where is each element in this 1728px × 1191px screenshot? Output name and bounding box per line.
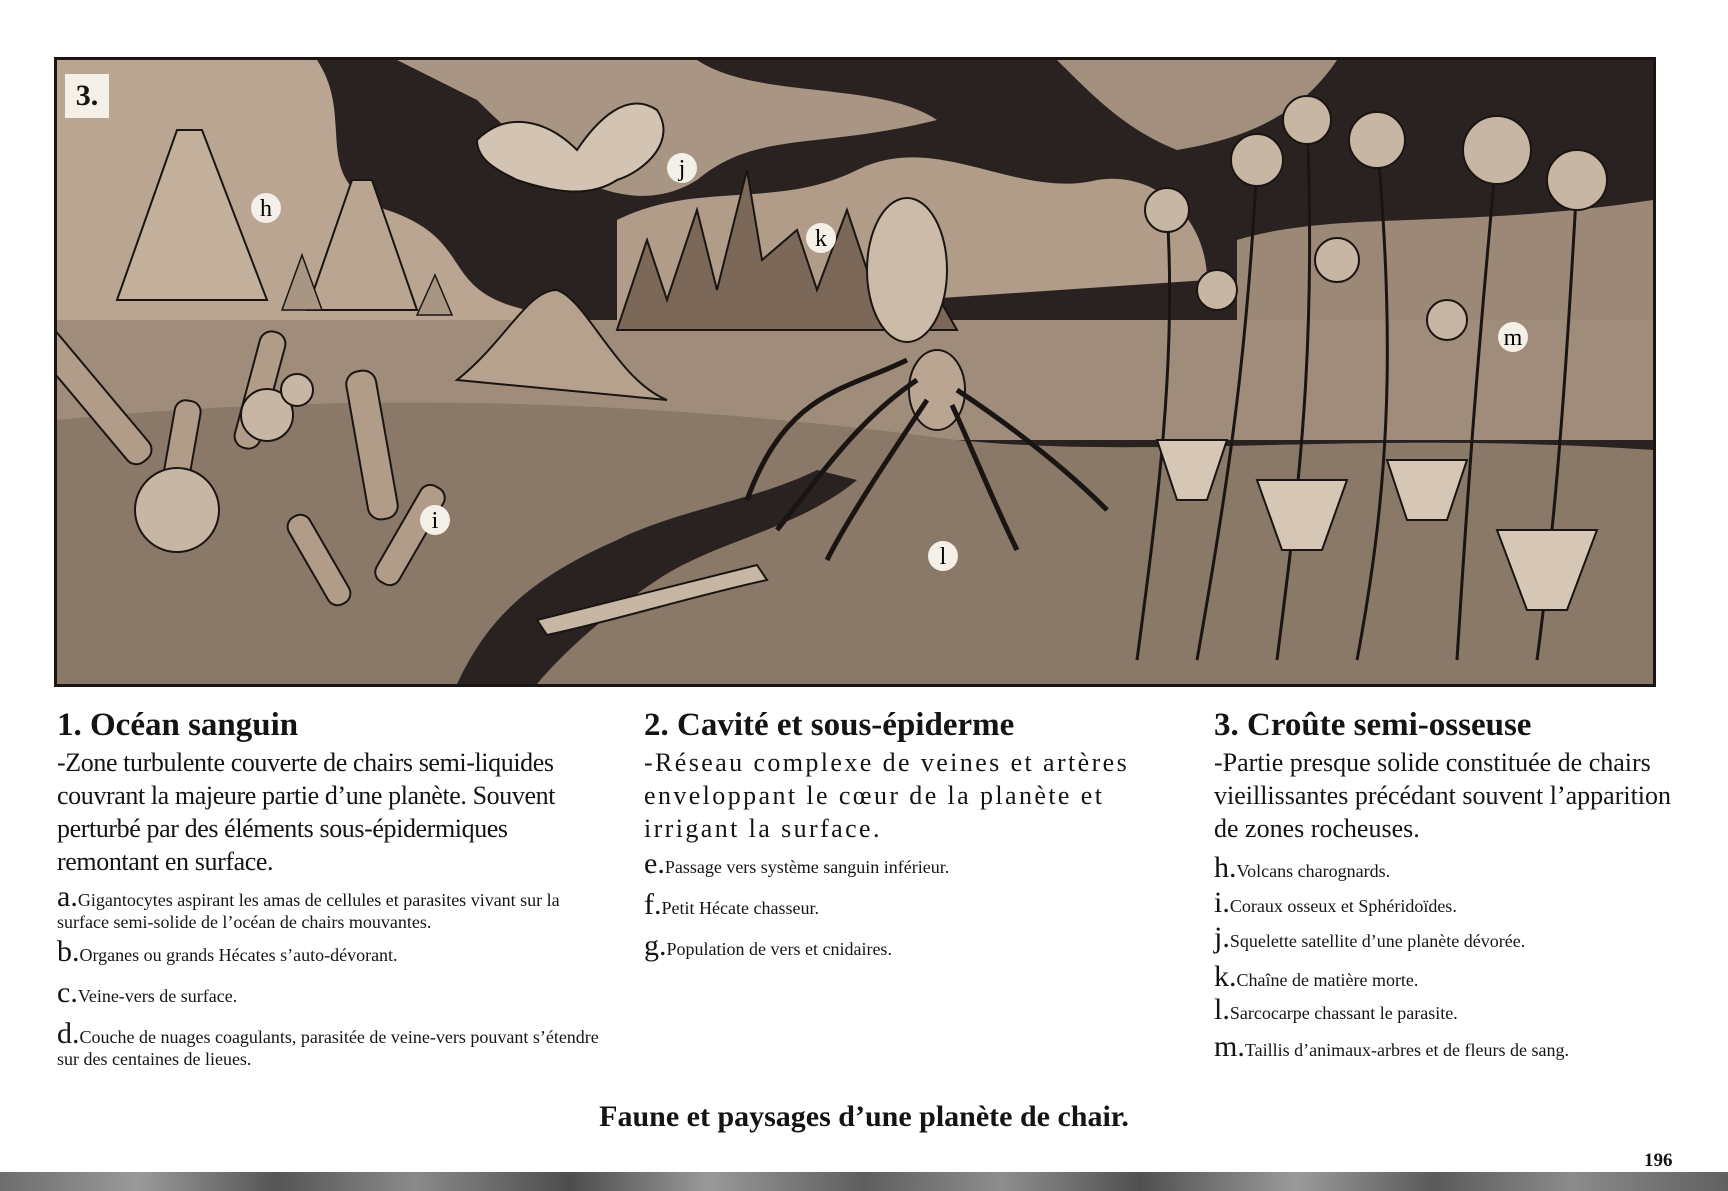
legend-item-c — [57, 976, 612, 1009]
legend-text: Passage vers système sanguin inférieur. — [664, 857, 950, 877]
legend-text: Coraux osseux et Sphéridoïdes. — [1229, 896, 1457, 916]
section-title: 3. Croûte semi-osseuse — [1214, 707, 1532, 743]
legend-text: Organes ou grands Hécates s’auto-dévorant. — [79, 945, 398, 965]
section-cavite-sous-epiderme — [644, 704, 1189, 960]
legend-text: Sarcocarpe chassant le parasite. — [1229, 1003, 1458, 1023]
legend-text: Gigantocytes aspirant les amas de cellules et parasites vivant sur la surface semi-solide de l’océan de chairs mouvantes. — [57, 890, 560, 932]
legend-item-f — [644, 888, 1189, 921]
callout-h-label: h — [260, 196, 272, 222]
landscape-illustration — [54, 57, 1656, 687]
section-croute-semi-osseuse — [1214, 704, 1674, 1061]
section-description: -Réseau complexe de veines et artères enveloppant le cœur de la planète et irrigant la surface. — [644, 748, 1130, 843]
callout-l-label: l — [939, 544, 947, 570]
legend-item-k — [1214, 960, 1674, 993]
bottom-decorative-band — [0, 1172, 1728, 1191]
section-title: 2. Cavité et sous-épiderme — [644, 707, 1015, 743]
legend-letter: b. — [57, 935, 80, 968]
page-number: 196 — [1644, 1150, 1673, 1171]
callout-j-label: j — [678, 156, 686, 182]
legend-item-e — [644, 847, 1189, 880]
legend-item-a — [57, 880, 612, 933]
legend-letter: d. — [57, 1017, 80, 1050]
legend-letter: c. — [57, 976, 78, 1009]
legend-item-i — [1214, 886, 1674, 919]
panel-number: 3. — [65, 74, 109, 118]
callout-m-label: m — [1503, 325, 1523, 351]
legend-item-h — [1214, 851, 1674, 884]
legend-letter: e. — [644, 847, 665, 880]
figure-caption: Faune et paysages d’une planète de chair. — [599, 1100, 1129, 1133]
section-title: 1. Océan sanguin — [57, 707, 299, 743]
legend-letter: a. — [57, 880, 78, 913]
legend-text: Couche de nuages coagulants, parasitée de veine-vers pouvant s’étendre sur des centaines de lieues. — [57, 1027, 599, 1069]
section-ocean-sanguin — [57, 704, 612, 1070]
legend-item-m — [1214, 1030, 1674, 1063]
legend-item-d — [57, 1017, 612, 1070]
section-description: -Partie presque solide constituée de chairs vieillissantes précédant souvent l’apparition de zones rocheuses. — [1214, 748, 1672, 843]
legend-letter: i. — [1214, 886, 1230, 919]
legend-letter: h. — [1214, 851, 1237, 884]
section-description: -Zone turbulente couverte de chairs semi-liquides couvrant la majeure partie d’une planète. Souvent perturbé par des éléments sous-épidermiques remontant en surface. — [57, 748, 556, 876]
legend-item-b — [57, 935, 612, 968]
legend-text: Petit Hécate chasseur. — [661, 898, 819, 918]
callout-m — [1497, 321, 1656, 687]
legend-text: Volcans charognards. — [1236, 861, 1391, 881]
legend-text: Veine-vers de surface. — [77, 986, 238, 1006]
callout-k-label: k — [815, 226, 827, 252]
legend-letter: j. — [1214, 921, 1230, 954]
legend-letter: m. — [1214, 1030, 1245, 1063]
legend-text: Taillis d’animaux-arbres et de fleurs de sang. — [1244, 1040, 1569, 1060]
legend-letter: k. — [1214, 960, 1237, 993]
legend-letter: l. — [1214, 993, 1230, 1026]
legend-text: Population de vers et cnidaires. — [666, 939, 892, 959]
legend-letter: f. — [644, 888, 662, 921]
legend-text: Squelette satellite d’une planète dévorée. — [1229, 931, 1526, 951]
legend-text: Chaîne de matière morte. — [1236, 970, 1419, 990]
legend-item-g — [644, 929, 1189, 962]
legend-item-j — [1214, 921, 1674, 954]
legend-item-l — [1214, 993, 1674, 1026]
legend-letter: g. — [644, 929, 667, 962]
callout-i-label: i — [431, 508, 439, 534]
